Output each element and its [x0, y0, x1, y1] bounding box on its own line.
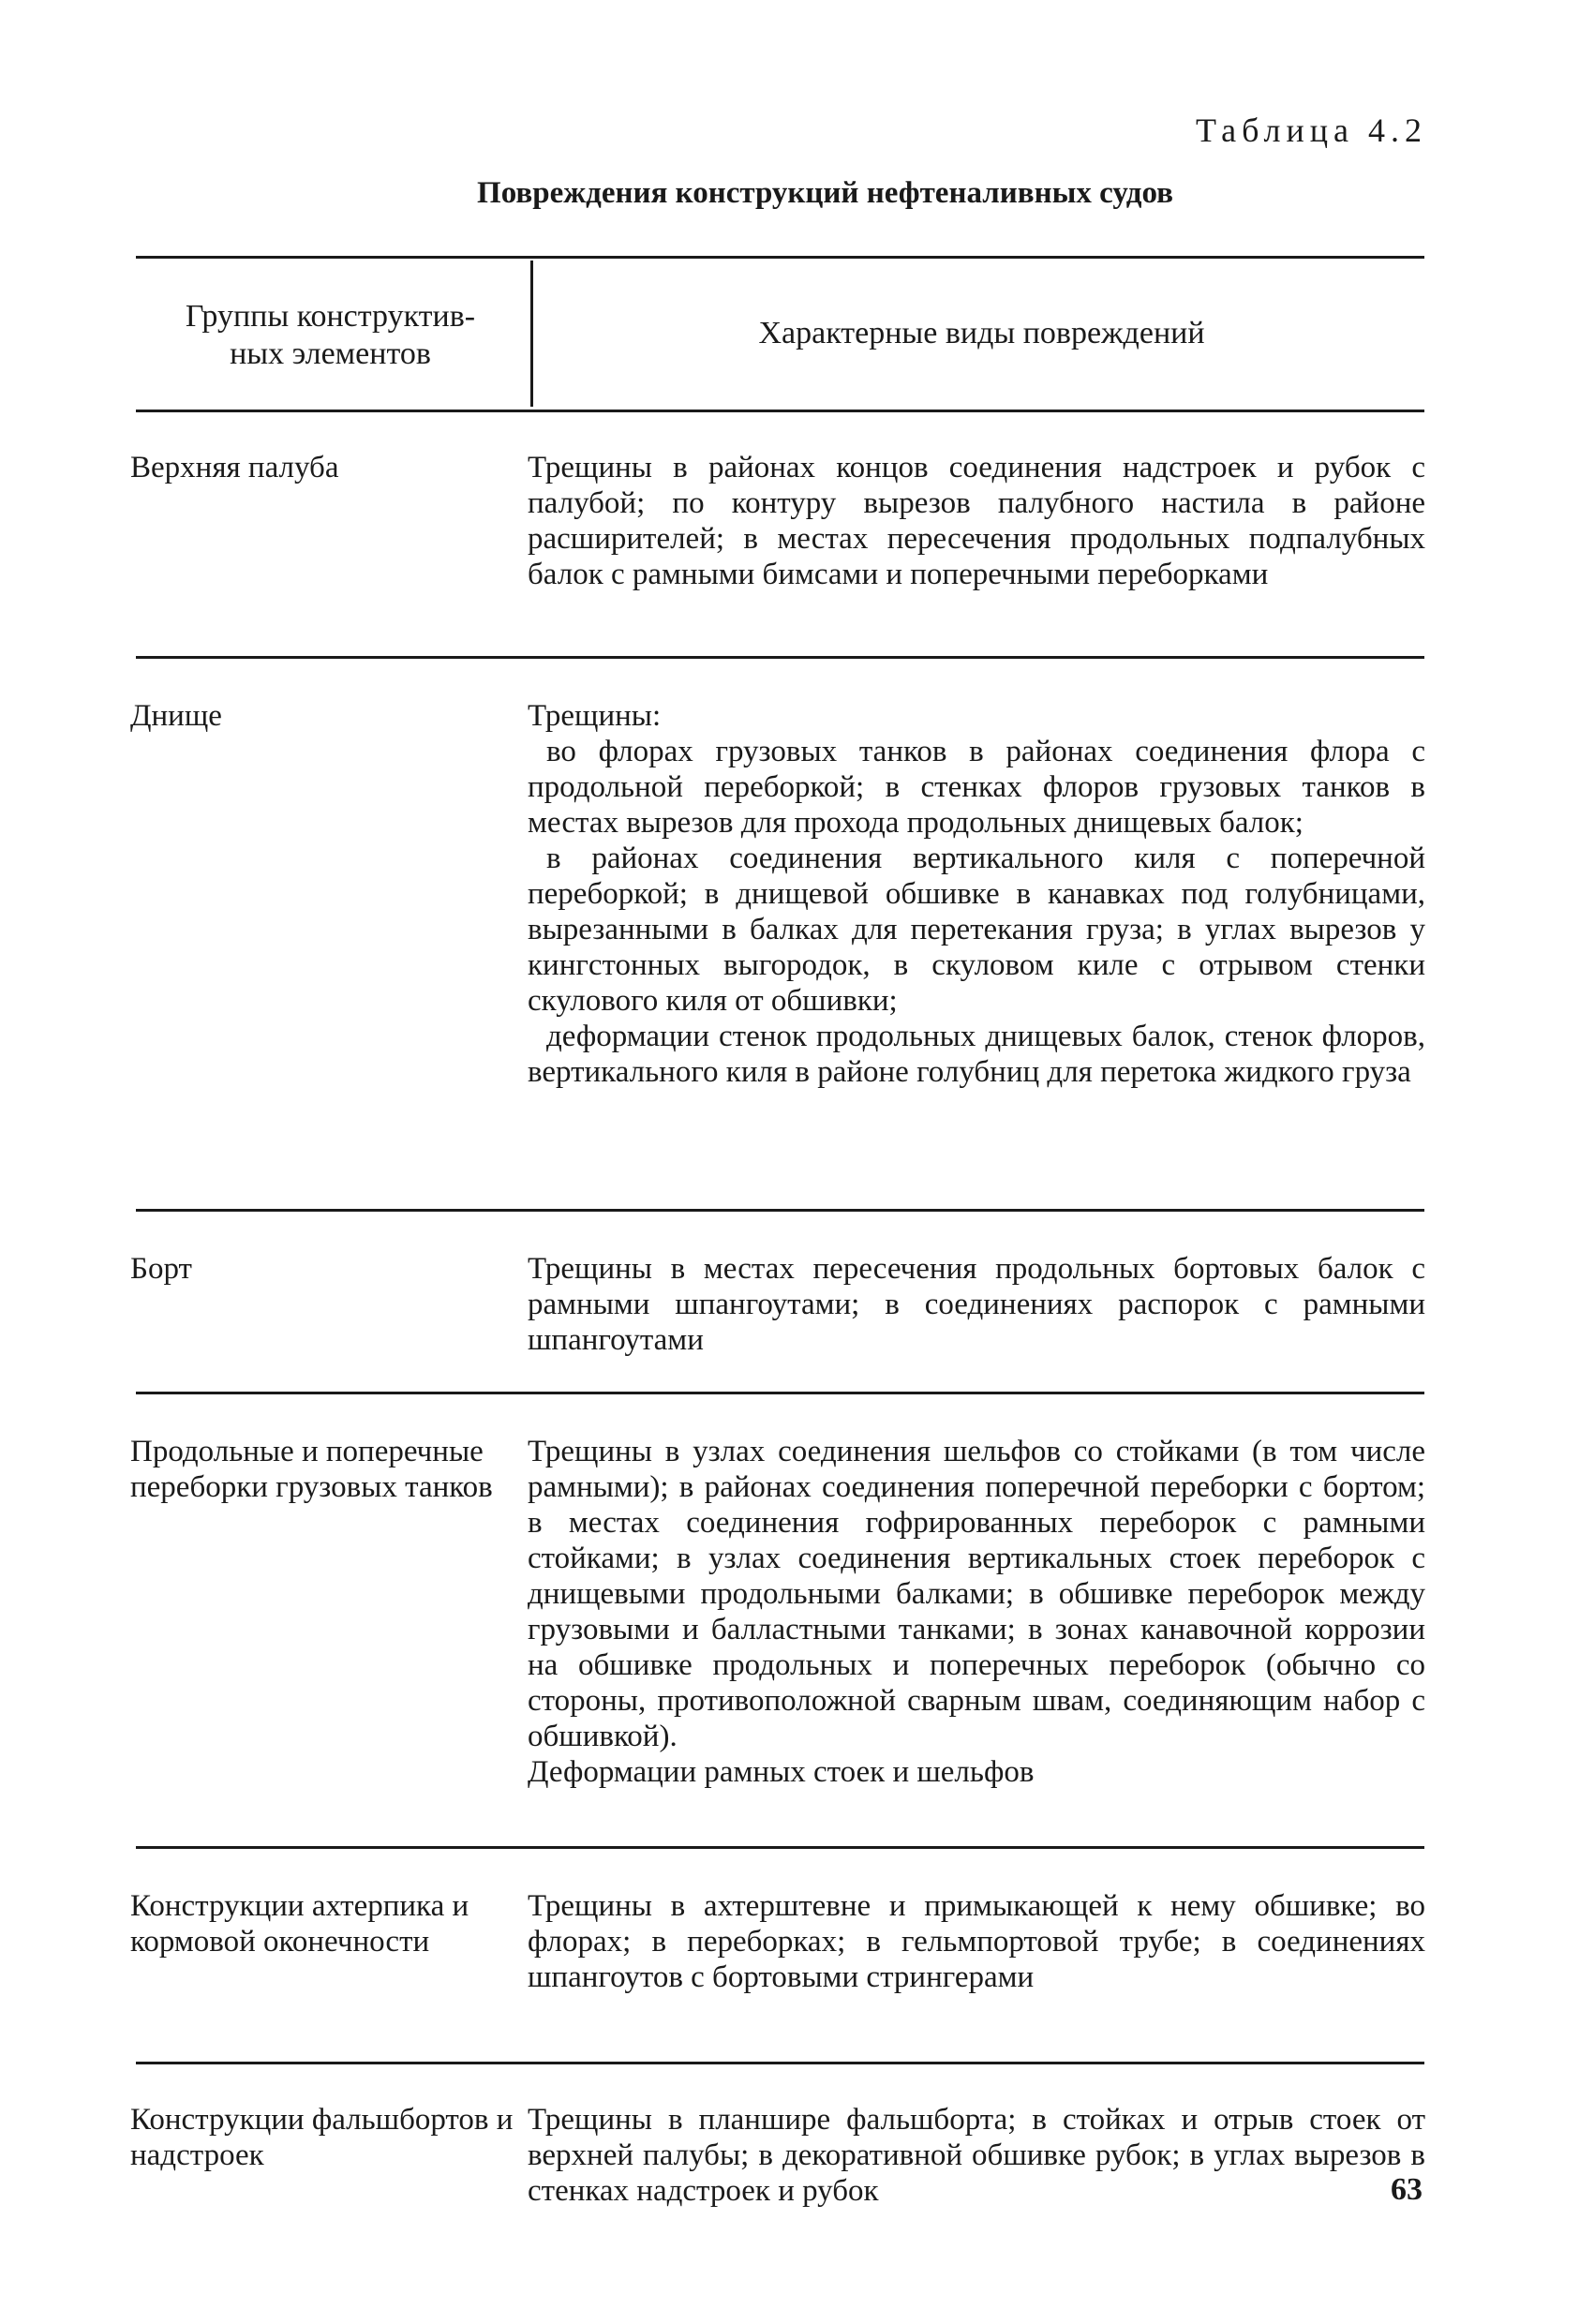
row-name-upper-deck: Верхняя палуба: [130, 451, 339, 484]
row-desc-afterpeak: [528, 1888, 1425, 1995]
row-rule: [136, 1209, 1424, 1212]
row-desc-paragraph: Трещины в местах пересечения продольных бортовых балок с рамными шпангоутами; в соединениях распорок с рамными шпангоутами: [528, 1252, 1425, 1357]
row-rule: [136, 656, 1424, 659]
header-damage-types: Характерные виды повреждений: [758, 316, 1205, 350]
row-name-bulwarks: Конструкции фальшбортов и надстроек: [130, 2103, 514, 2172]
row-desc-upper-deck: [528, 450, 1425, 592]
page-number: 63: [1391, 2172, 1423, 2207]
row-desc-paragraph: деформации стенок продольных днищевых балок, стенок флоров, вертикального киля в районе голубниц для перетока жидкого груза: [528, 1020, 1425, 1089]
table-title: Повреждения конструкций нефтеналивных судов: [477, 176, 1173, 210]
row-desc-paragraph: Трещины в районах концов соединения надстроек и рубок с палубой; по контуру вырезов палубного настила в районе расширителей; в местах пересечения продольных подпалубных балок с рамными бимсами и поперечными переборками: [528, 451, 1425, 591]
header-divider: [530, 261, 533, 407]
row-rule: [136, 1846, 1424, 1849]
row-name-bulkheads: Продольные и поперечные переборки грузовых танков: [130, 1435, 493, 1504]
row-rule: [136, 2062, 1424, 2064]
row-desc-paragraph: Трещины:: [528, 699, 662, 733]
row-name-bottom: Днище: [130, 699, 222, 733]
row-desc-paragraph: Трещины в узлах соединения шельфов со стойками (в том числе рамными); в районах соединения поперечной переборки с бортом; в местах соединения гофрированных переборок с рамными стойками; в узлах соединения вертикальных стоек переборок с днищевыми продольными балками; в обшивке переборок между грузовыми и балластными танками; в зонах канавочной коррозии на обшивке продольных и поперечных переборок (обычно со стороны, противоположной сварным швам, соединяющим набор с обшивкой).: [528, 1435, 1425, 1753]
row-name-side: Борт: [130, 1252, 192, 1286]
row-rule: [136, 1392, 1424, 1394]
row-desc-paragraph: Трещины в планшире фальшборта; в стойках и отрыв стоек от верхней палубы; в декоративной обшивке рубок; в углах вырезов в стенках надстроек и рубок: [528, 2103, 1425, 2208]
table-caption: Таблица 4.2: [1196, 112, 1427, 149]
row-desc-side: [528, 1251, 1425, 1358]
row-desc-bottom: [528, 698, 1425, 1090]
row-name-afterpeak: Конструкции ахтерпика и кормовой оконечности: [130, 1889, 469, 1959]
header-groups-line1: Группы конструктив-: [185, 299, 476, 334]
header-bottom-rule: [136, 410, 1424, 412]
header-groups: [136, 298, 525, 373]
table-top-rule: [136, 256, 1424, 259]
row-desc-paragraph: в районах соединения вертикального киля с поперечной переборкой; в днищевой обшивке в канавках под голубницами, вырезанными в балках для перетекания груза; в углах вырезов у кингстонных выгородок, в скуловом киле с отрывом стенки скулового киля от обшивки;: [528, 842, 1425, 1018]
row-desc-bulkheads: [528, 1434, 1425, 1790]
row-desc-bulwarks: [528, 2102, 1425, 2209]
row-desc-paragraph: Трещины в ахтерштевне и примыкающей к нему обшивке; во флорах; в переборках; в гельмпортовой трубе; в соединениях шпангоутов с бортовыми стрингерами: [528, 1889, 1425, 1994]
row-desc-paragraph: во флорах грузовых танков в районах соединения флора с продольной переборкой; в стенках флоров грузовых танков в местах вырезов для прохода продольных днищевых балок;: [528, 735, 1425, 840]
row-desc-paragraph: Деформации рамных стоек и шельфов: [528, 1755, 1035, 1789]
header-groups-line2: ных элементов: [230, 336, 431, 371]
